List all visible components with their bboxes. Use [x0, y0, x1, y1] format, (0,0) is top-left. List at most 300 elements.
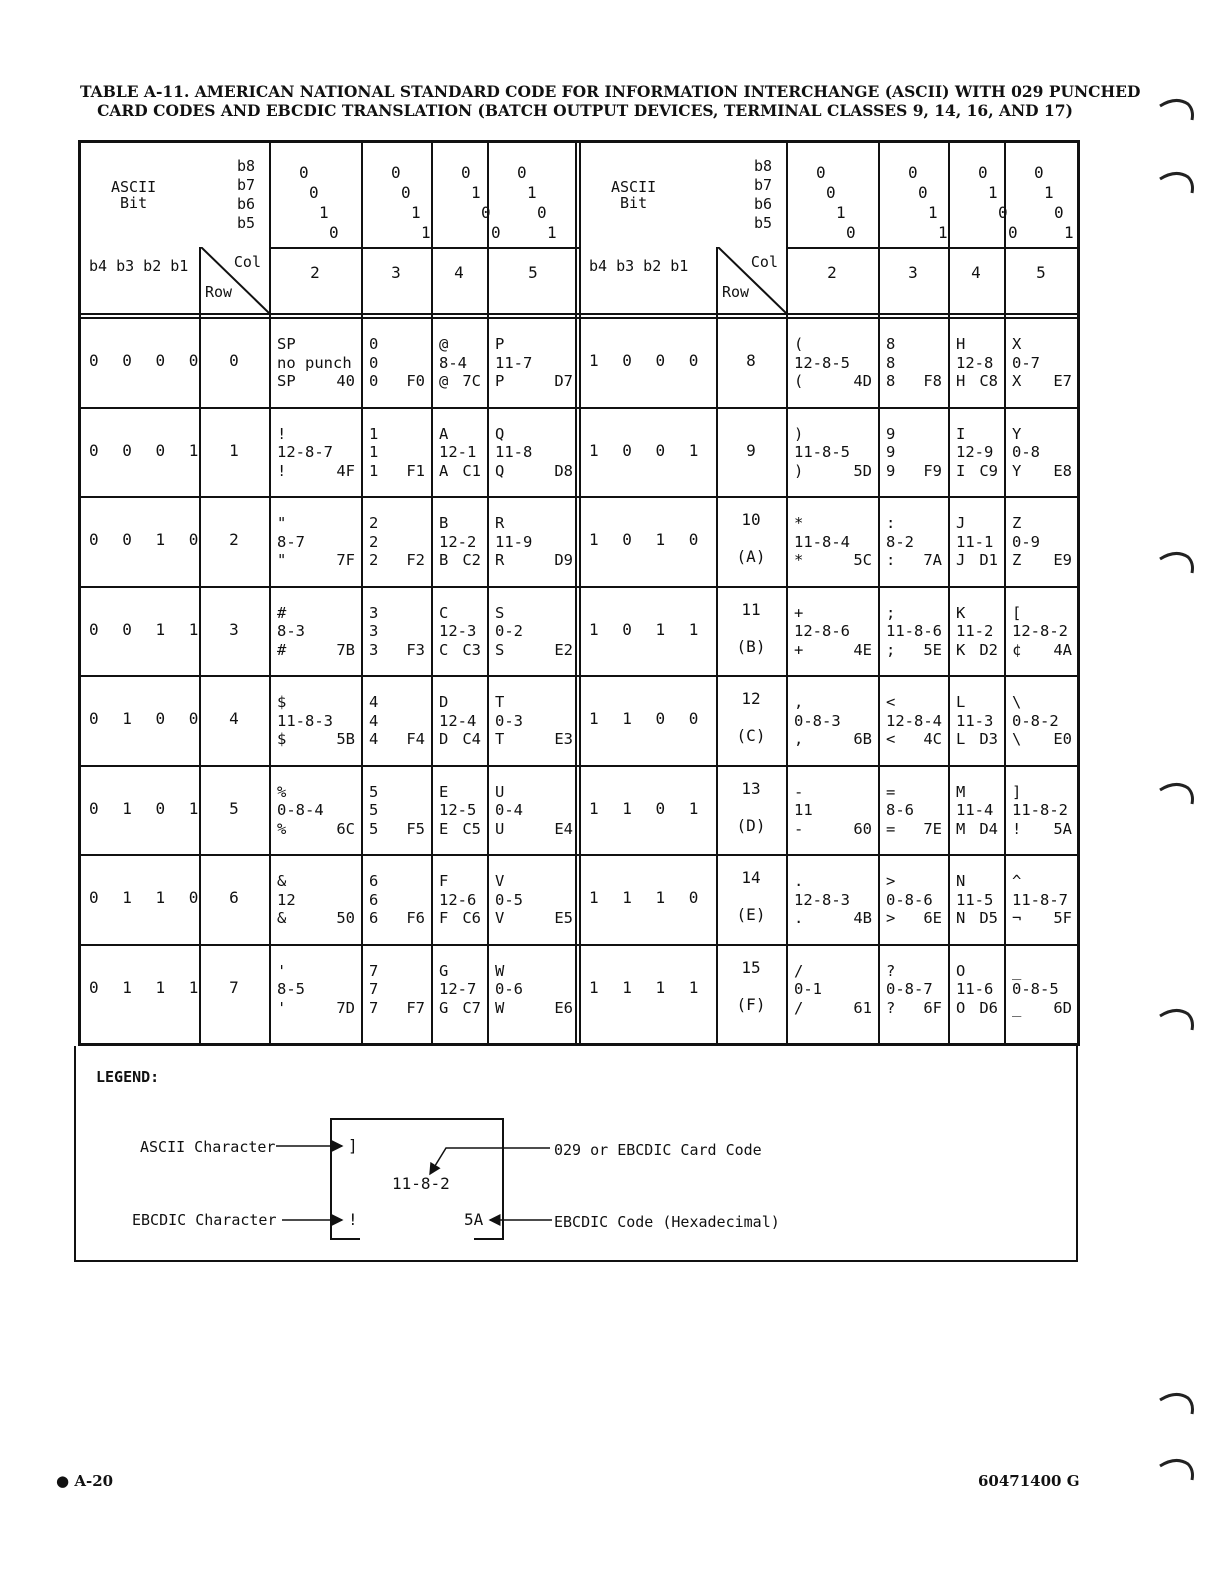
row-rule [81, 586, 1077, 588]
code-cell [369, 693, 425, 749]
ascii-character: V [495, 872, 505, 890]
code-cell [794, 604, 872, 660]
ebcdic-character: P [495, 372, 505, 390]
ebcdic-character: T [495, 730, 505, 748]
card-code: 12-8-6 [794, 622, 850, 640]
ebcdic-hex: D7 [554, 372, 573, 390]
row-number-value: 10 [741, 510, 761, 529]
row-label: Row [205, 283, 233, 301]
ebcdic-line [956, 730, 998, 749]
column-bit-value: 0 [826, 183, 836, 202]
ebcdic-hex: C2 [462, 551, 481, 569]
legend-example-card-code: 11-8-2 [392, 1174, 450, 1193]
ebcdic-hex: C1 [462, 461, 481, 480]
legend-card-code-label: 029 or EBCDIC Card Code [554, 1141, 762, 1159]
ebcdic-hex: 7E [923, 819, 942, 838]
ebcdic-line [277, 551, 355, 570]
ebcdic-hex: D2 [979, 640, 998, 659]
ebcdic-hex: 50 [336, 909, 355, 927]
bit-label-text: b6 [237, 195, 256, 213]
card-code: 12-6 [439, 890, 477, 909]
ebcdic-hex: 6D [1053, 998, 1072, 1017]
low-bits-label: b4 b3 b2 b1 [589, 257, 689, 275]
card-code: 8-6 [886, 801, 914, 819]
ascii-character: K [956, 603, 966, 622]
ebcdic-hex: F4 [406, 730, 425, 748]
ascii-character: 2 [369, 514, 379, 532]
ascii-character: & [277, 872, 287, 890]
row-number-value: 0 [229, 351, 239, 370]
column-bit-value: 0 [1034, 163, 1044, 182]
ebcdic-hex: C4 [462, 730, 481, 748]
ebcdic-hex: E3 [554, 730, 573, 748]
ascii-character: 1 [369, 424, 379, 443]
card-code: 0-8-6 [886, 890, 933, 909]
code-cell [794, 962, 872, 1018]
ebcdic-line [956, 999, 998, 1018]
ebcdic-character: 2 [369, 551, 379, 569]
ebcdic-hex: 4B [853, 909, 872, 927]
card-code: 12-8-2 [1012, 622, 1068, 640]
bit-labels [237, 157, 255, 233]
ascii-character: F [439, 872, 449, 890]
row-number [199, 530, 269, 549]
column-bits [1034, 163, 1074, 243]
ebcdic-character: 9 [886, 461, 896, 480]
code-cell [369, 425, 425, 481]
title-line-1: TABLE A-11. AMERICAN NATIONAL STANDARD CODE FOR INFORMATION INTERCHANGE (ASCII) WITH 029 PUNCHED [80, 82, 1141, 101]
ebcdic-hex: F1 [406, 461, 425, 480]
ebcdic-character: V [495, 909, 505, 927]
row-rule [81, 496, 1077, 498]
ascii-character: O [956, 961, 966, 980]
column-bit-value: 1 [421, 223, 431, 242]
header-mid-rule [786, 247, 1078, 249]
code-cell [277, 962, 355, 1018]
ebcdic-character: ! [277, 461, 287, 480]
code-cell [495, 783, 573, 839]
ascii-character: 0 [369, 335, 379, 353]
card-code: 8 [886, 353, 896, 372]
row-number [716, 441, 786, 460]
code-cell [956, 872, 998, 928]
ebcdic-line [369, 551, 425, 570]
ebcdic-line [1012, 372, 1072, 391]
ascii-character: 8 [886, 335, 896, 353]
column-bit-value: 0 [978, 163, 988, 182]
row-number-value: 14 [741, 868, 761, 887]
card-code: 12-3 [439, 622, 477, 640]
ebcdic-hex: F0 [406, 372, 425, 390]
ebcdic-character: " [277, 551, 287, 569]
ebcdic-line [369, 820, 425, 839]
row-rule [81, 675, 1077, 677]
code-cell [956, 604, 998, 660]
ebcdic-line [886, 641, 942, 660]
ebcdic-hex: 7D [336, 998, 355, 1017]
ebcdic-character: N [956, 909, 966, 927]
row-hex-value: (C) [736, 726, 766, 745]
ebcdic-character: & [277, 909, 287, 927]
ebcdic-hex: E5 [554, 909, 573, 927]
row-number [199, 441, 269, 460]
ebcdic-character: K [956, 640, 966, 659]
ebcdic-line [277, 909, 355, 928]
row-bits: 1 0 1 0 [589, 530, 706, 549]
ebcdic-line [956, 820, 998, 839]
ebcdic-line [369, 462, 425, 481]
ebcdic-character: M [956, 819, 966, 838]
ebcdic-character: Y [1012, 461, 1022, 480]
ebcdic-line [439, 999, 481, 1018]
column-bit-value: 1 [547, 223, 557, 242]
card-code: 11-8-6 [886, 622, 942, 640]
row-label: Row [722, 283, 750, 301]
card-code: 0-5 [495, 890, 523, 909]
ascii-character: 7 [369, 961, 379, 980]
ebcdic-line [956, 641, 998, 660]
code-cell [495, 872, 573, 928]
ebcdic-hex: 7C [462, 372, 481, 390]
punch-hole-mark-icon [1158, 165, 1198, 195]
card-code: 12-1 [439, 443, 477, 461]
ebcdic-character: \ [1012, 730, 1022, 748]
ebcdic-hex: C8 [979, 372, 998, 390]
ebcdic-line [495, 551, 573, 570]
row-number-value: 8 [746, 351, 756, 370]
ebcdic-character: SP [277, 372, 296, 390]
code-cell [369, 872, 425, 928]
ebcdic-hex: 6B [853, 730, 872, 748]
ebcdic-hex: D3 [979, 730, 998, 748]
ascii-character: % [277, 782, 287, 801]
ebcdic-character: 8 [886, 372, 896, 390]
card-code: 11-1 [956, 532, 994, 551]
column-bits [517, 163, 557, 243]
code-cell [886, 425, 942, 481]
ebcdic-hex: F7 [406, 998, 425, 1017]
card-code: 11-2 [956, 622, 994, 640]
punch-hole-mark-icon [1158, 776, 1198, 806]
card-code: 12-4 [439, 711, 477, 730]
card-code: 11-4 [956, 801, 994, 819]
code-cell [1012, 335, 1072, 391]
ebcdic-character: 0 [369, 372, 379, 390]
page-number [56, 1472, 113, 1490]
code-cell [277, 693, 355, 749]
code-cell [956, 514, 998, 570]
ebcdic-hex: 5E [923, 640, 942, 659]
ebcdic-line [439, 820, 481, 839]
column-bit-value: 1 [411, 203, 421, 222]
code-cell [277, 335, 355, 391]
column-bit-value: 1 [527, 183, 537, 202]
ebcdic-character: ! [1012, 819, 1022, 838]
code-cell [1012, 962, 1072, 1018]
ascii-character: B [439, 514, 449, 532]
code-cell [369, 335, 425, 391]
row-rule [81, 944, 1077, 946]
ebcdic-hex: 61 [853, 998, 872, 1017]
ebcdic-hex: D9 [554, 551, 573, 569]
ebcdic-character: % [277, 819, 287, 838]
legend-example-ascii: ] [348, 1136, 358, 1155]
ebcdic-character: G [439, 998, 449, 1017]
ascii-character: / [794, 961, 804, 980]
legend-box [74, 1046, 1078, 1262]
column-bit-value: 0 [481, 203, 491, 222]
card-code: 0-8 [1012, 443, 1040, 461]
ascii-character: A [439, 424, 449, 443]
code-cell [277, 783, 355, 839]
card-code: 11-8-5 [794, 443, 850, 461]
ascii-character: D [439, 693, 449, 711]
ebcdic-character: E [439, 819, 449, 838]
ebcdic-hex: C9 [979, 461, 998, 480]
ebcdic-hex: 40 [336, 372, 355, 390]
ebcdic-character: L [956, 730, 966, 748]
ascii-character: ] [1012, 782, 1022, 801]
column-bit-value: 0 [918, 183, 928, 202]
ascii-character: X [1012, 335, 1022, 353]
code-cell [439, 693, 481, 749]
column-bit-value: 1 [319, 203, 329, 222]
ebcdic-character: S [495, 640, 505, 659]
code-cell [1012, 514, 1072, 570]
ebcdic-hex: E9 [1053, 551, 1072, 569]
row-number-value: 12 [741, 689, 761, 708]
ascii-character: , [794, 693, 804, 711]
code-cell [794, 335, 872, 391]
header-mid-rule [269, 247, 579, 249]
ebcdic-character: 5 [369, 819, 379, 838]
ebcdic-character: ; [886, 640, 896, 659]
column-bit-value: 1 [471, 183, 481, 202]
ebcdic-hex: E4 [554, 819, 573, 838]
card-code: 0-9 [1012, 532, 1040, 551]
code-cell [439, 962, 481, 1018]
ascii-character: " [277, 514, 287, 532]
ebcdic-hex: D4 [979, 819, 998, 838]
card-code: 0-7 [1012, 353, 1040, 372]
ascii-character: Y [1012, 424, 1022, 443]
row-number [199, 799, 269, 818]
ascii-bit-label [611, 179, 656, 211]
column-bit-value: 0 [1054, 203, 1064, 222]
ebcdic-character: I [956, 461, 966, 480]
ebcdic-character: , [794, 730, 804, 748]
ebcdic-hex: 5D [853, 461, 872, 480]
legend-example-ebcdic: ! [348, 1210, 358, 1229]
ebcdic-character: H [956, 372, 966, 390]
ebcdic-character: W [495, 998, 505, 1017]
bit-label-text: b7 [754, 176, 773, 194]
ebcdic-hex: E2 [554, 640, 573, 659]
ascii-character: - [794, 782, 804, 801]
ebcdic-line [369, 909, 425, 928]
card-code: 11-7 [495, 353, 533, 372]
col-row-corner [716, 247, 786, 313]
code-cell [439, 514, 481, 570]
ebcdic-line [956, 372, 998, 391]
ebcdic-character: + [794, 640, 804, 659]
ascii-character: @ [439, 335, 449, 353]
card-code: 0-8-4 [277, 801, 324, 819]
ebcdic-line [369, 730, 425, 749]
ebcdic-character: 3 [369, 640, 379, 659]
ebcdic-hex: 6C [336, 819, 355, 838]
column-bits [978, 163, 1018, 243]
column-number: 4 [454, 263, 464, 282]
card-code: 12-5 [439, 801, 477, 819]
ebcdic-hex: D5 [979, 909, 998, 927]
ebcdic-line [439, 730, 481, 749]
code-cell [439, 783, 481, 839]
ebcdic-line [1012, 820, 1072, 839]
code-cell [956, 425, 998, 481]
ebcdic-line [1012, 641, 1072, 660]
row-rule [81, 765, 1077, 767]
card-code: 11-6 [956, 980, 994, 998]
code-cell [794, 425, 872, 481]
ebcdic-character: . [794, 909, 804, 927]
code-cell [1012, 783, 1072, 839]
ascii-character: = [886, 782, 896, 801]
card-code: 8-2 [886, 532, 914, 551]
ascii-character: J [956, 514, 966, 532]
ebcdic-hex: F3 [406, 640, 425, 659]
card-code: 11-8-2 [1012, 801, 1068, 819]
ebcdic-line [277, 462, 355, 481]
ascii-character: G [439, 961, 449, 980]
card-code: 1 [369, 443, 379, 461]
legend-hex-label: EBCDIC Code (Hexadecimal) [554, 1213, 780, 1231]
ascii-character: Q [495, 424, 505, 443]
ebcdic-line [277, 641, 355, 660]
ebcdic-line [495, 909, 573, 928]
code-cell [956, 693, 998, 749]
row-number [716, 958, 786, 1014]
ebcdic-line [1012, 909, 1072, 928]
ebcdic-line [794, 999, 872, 1018]
bit-label-text: b5 [754, 214, 773, 232]
card-code: 11-8-7 [1012, 890, 1068, 909]
row-number-value: 5 [229, 798, 239, 818]
column-bit-value: 0 [491, 223, 501, 242]
column-bit-value: 0 [846, 223, 856, 242]
ascii-character: [ [1012, 603, 1022, 622]
code-cell [1012, 693, 1072, 749]
ebcdic-line [439, 462, 481, 481]
column-bit-value: 1 [1064, 223, 1074, 242]
ascii-character: L [956, 693, 966, 711]
row-rule [81, 854, 1077, 856]
card-code: 0-8-3 [794, 711, 841, 730]
ascii-character: # [277, 603, 287, 622]
row-bits: 1 0 0 0 [589, 351, 706, 370]
ebcdic-hex: 4E [853, 640, 872, 659]
code-cell [794, 783, 872, 839]
card-code: 12-8-5 [794, 353, 850, 372]
ebcdic-line [956, 462, 998, 481]
card-code: 0-1 [794, 980, 822, 998]
ascii-character: + [794, 603, 804, 622]
code-cell [369, 962, 425, 1018]
row-bits: 1 1 1 1 [589, 977, 706, 997]
row-bits: 1 1 0 1 [589, 798, 706, 818]
ebcdic-character: 1 [369, 461, 379, 480]
ebcdic-hex: C5 [462, 819, 481, 838]
ebcdic-character: _ [1012, 998, 1022, 1017]
column-bit-value: 1 [938, 223, 948, 242]
row-number-value: 13 [741, 778, 761, 798]
legend-ebcdic-character: EBCDIC Character [132, 1211, 277, 1229]
ebcdic-hex: 60 [853, 819, 872, 838]
ebcdic-line [495, 730, 573, 749]
ebcdic-hex: 4D [853, 372, 872, 390]
ebcdic-line [956, 909, 998, 928]
ascii-character: $ [277, 693, 287, 711]
card-code: 6 [369, 890, 379, 909]
card-code: no punch [277, 353, 352, 372]
column-bits [461, 163, 501, 243]
bit-label-text: b8 [754, 157, 773, 175]
ebcdic-character: ¬ [1012, 909, 1022, 927]
ascii-character: ' [277, 961, 287, 980]
code-cell [495, 604, 573, 660]
code-cell [277, 872, 355, 928]
ascii-character: 5 [369, 782, 379, 801]
card-code: 11-8-4 [794, 532, 850, 551]
punch-hole-mark-icon [1158, 92, 1198, 122]
ebcdic-hex: C3 [462, 640, 481, 659]
punch-hole-mark-icon [1158, 1386, 1198, 1416]
ebcdic-character: $ [277, 730, 287, 748]
column-number: 2 [310, 263, 320, 282]
ebcdic-character: Q [495, 461, 505, 480]
row-number-value: 7 [229, 977, 239, 997]
ebcdic-line [1012, 730, 1072, 749]
ebcdic-line [794, 909, 872, 928]
ebcdic-hex: 7B [336, 640, 355, 659]
ebcdic-line [1012, 551, 1072, 570]
ebcdic-line [956, 551, 998, 570]
ebcdic-line [886, 730, 942, 749]
row-bits: 0 1 1 0 [89, 888, 206, 907]
low-bits-label: b4 b3 b2 b1 [89, 257, 189, 275]
ebcdic-hex: 5F [1053, 909, 1072, 927]
ascii-character: Z [1012, 514, 1022, 532]
code-cell [886, 514, 942, 570]
column-bit-value: 0 [537, 203, 547, 222]
ebcdic-character: Z [1012, 551, 1022, 569]
ebcdic-line [794, 462, 872, 481]
ebcdic-character: : [886, 551, 896, 569]
ebcdic-line [369, 999, 425, 1018]
ebcdic-hex: F9 [923, 461, 942, 480]
ebcdic-character: / [794, 998, 804, 1017]
row-number [716, 779, 786, 835]
row-bits: 1 0 0 1 [589, 440, 706, 460]
code-cell [439, 425, 481, 481]
ascii-character: P [495, 335, 505, 353]
card-code: 11-3 [956, 711, 994, 730]
legend-ascii-character: ASCII Character [140, 1138, 276, 1156]
ascii-character: ; [886, 603, 896, 622]
ebcdic-line [277, 372, 355, 391]
code-cell [495, 335, 573, 391]
card-code: 5 [369, 801, 379, 819]
